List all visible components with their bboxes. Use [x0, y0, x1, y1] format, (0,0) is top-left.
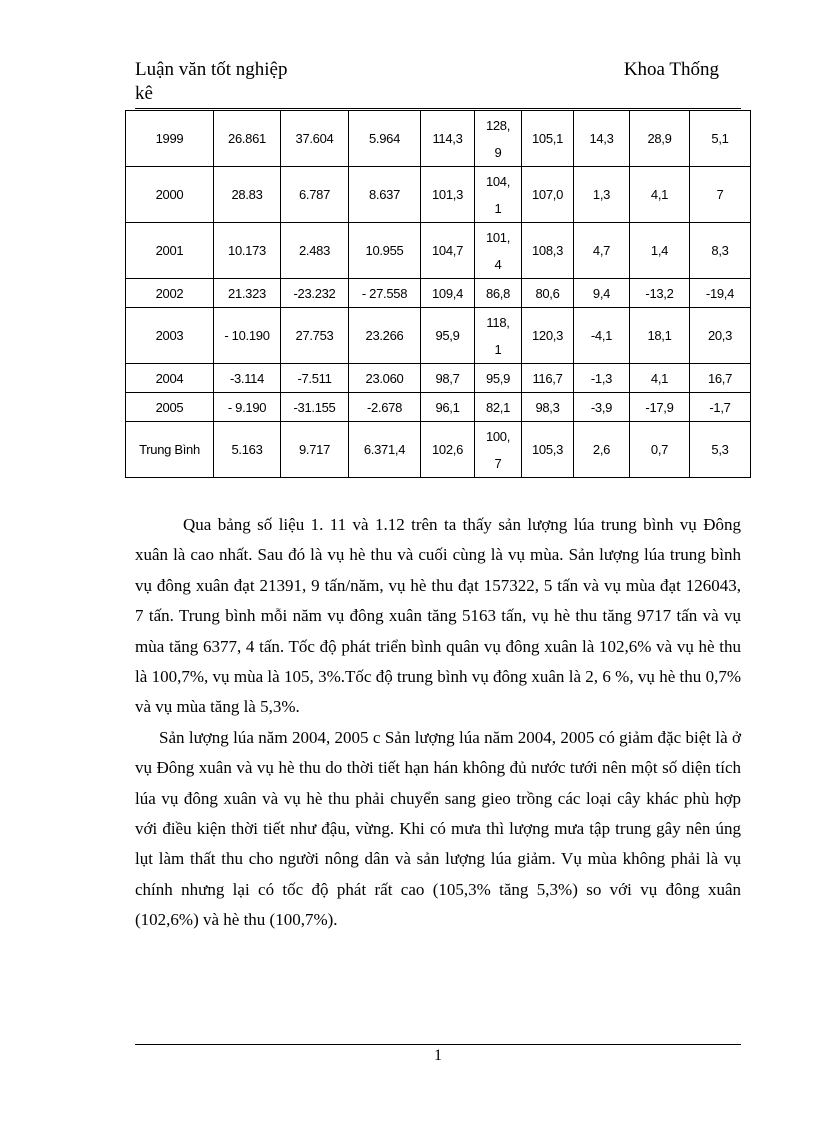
cell: -23.232: [281, 279, 349, 308]
table-row: [126, 422, 751, 478]
cell: 37.604: [281, 111, 349, 167]
cell: 98,3: [522, 393, 574, 422]
cell: 21.323: [214, 279, 281, 308]
cell: 104, 1: [475, 167, 522, 223]
cell: 2,6: [574, 422, 630, 478]
cell: -7.511: [281, 364, 349, 393]
cell: 4,1: [630, 364, 690, 393]
cell-year: 2005: [126, 393, 214, 422]
cell: 18,1: [630, 308, 690, 364]
cell: 82,1: [475, 393, 522, 422]
cell: 95,9: [475, 364, 522, 393]
cell: 105,3: [522, 422, 574, 478]
cell: 4,1: [630, 167, 690, 223]
header-title-line1: Luận văn tốt nghiệp: [135, 59, 288, 80]
cell-year: Trung Bình: [126, 422, 214, 478]
cell: 8.637: [349, 167, 421, 223]
cell: -13,2: [630, 279, 690, 308]
cell: 10.173: [214, 223, 281, 279]
cell: 109,4: [421, 279, 475, 308]
cell: 23.266: [349, 308, 421, 364]
cell-year: 2002: [126, 279, 214, 308]
cell: -1,3: [574, 364, 630, 393]
cell: 28,9: [630, 111, 690, 167]
cell: 102,6: [421, 422, 475, 478]
cell: 108,3: [522, 223, 574, 279]
cell: 1,3: [574, 167, 630, 223]
cell: 8,3: [690, 223, 751, 279]
cell: 116,7: [522, 364, 574, 393]
cell: -19,4: [690, 279, 751, 308]
page-header: [135, 58, 741, 109]
cell: 101, 4: [475, 223, 522, 279]
table-row: [126, 308, 751, 364]
cell: 4,7: [574, 223, 630, 279]
header-title-line2: kê: [135, 83, 153, 104]
table-row: [126, 167, 751, 223]
cell: 95,9: [421, 308, 475, 364]
cell: -1,7: [690, 393, 751, 422]
cell: 107,0: [522, 167, 574, 223]
paragraph: Sản lượng lúa năm 2004, 2005 c Sản lượng lúa năm 2004, 2005 có giảm đặc biệt là ở vụ Đông xuân và vụ hè thu do thời tiết hạn hán không đủ nước tưới nên một số diện tích lúa vụ đông xuân và vụ hè thu phải chuyển sang gieo trồng các loại cây khác phù hợp với điều kiện thời tiết như đậu, vừng. Khi có mưa thì lượng mưa tập trung gây nên úng lụt làm thất thu cho người nông dân và sản lượng lúa giảm. Vụ mùa không phải là vụ chính nhưng lại có tốc độ phát rất cao (105,3% tăng 5,3%) so với vụ đông xuân (102,6%) và hè thu (100,7%).: [135, 727, 741, 930]
table-row: [126, 279, 751, 308]
page-footer: [135, 1044, 741, 1065]
cell: 128, 9: [475, 111, 522, 167]
cell: -17,9: [630, 393, 690, 422]
cell-year: 1999: [126, 111, 214, 167]
cell-year: 2004: [126, 364, 214, 393]
cell: 20,3: [690, 308, 751, 364]
cell: 104,7: [421, 223, 475, 279]
cell: 6.787: [281, 167, 349, 223]
cell: 5,3: [690, 422, 751, 478]
cell: 16,7: [690, 364, 751, 393]
cell: 118, 1: [475, 308, 522, 364]
page-number: 1: [434, 1047, 442, 1064]
cell-year: 2000: [126, 167, 214, 223]
cell: -3,9: [574, 393, 630, 422]
cell: 105,1: [522, 111, 574, 167]
cell: 5,1: [690, 111, 751, 167]
cell: 28.83: [214, 167, 281, 223]
cell-year: 2001: [126, 223, 214, 279]
cell: 98,7: [421, 364, 475, 393]
cell-year: 2003: [126, 308, 214, 364]
cell: -2.678: [349, 393, 421, 422]
cell: 100, 7: [475, 422, 522, 478]
cell: 5.163: [214, 422, 281, 478]
cell: 9,4: [574, 279, 630, 308]
cell: 7: [690, 167, 751, 223]
cell: 86,8: [475, 279, 522, 308]
cell: 120,3: [522, 308, 574, 364]
cell: 26.861: [214, 111, 281, 167]
cell: 114,3: [421, 111, 475, 167]
table-row: [126, 393, 751, 422]
cell: 9.717: [281, 422, 349, 478]
cell: -4,1: [574, 308, 630, 364]
cell: 80,6: [522, 279, 574, 308]
table-row: [126, 111, 751, 167]
header-left: [135, 58, 335, 106]
data-table: [125, 110, 751, 478]
cell: 14,3: [574, 111, 630, 167]
cell: 23.060: [349, 364, 421, 393]
cell: - 27.558: [349, 279, 421, 308]
cell: -31.155: [281, 393, 349, 422]
cell: 6.371,4: [349, 422, 421, 478]
cell: - 10.190: [214, 308, 281, 364]
cell: 101,3: [421, 167, 475, 223]
cell: -3.114: [214, 364, 281, 393]
cell: 0,7: [630, 422, 690, 478]
cell: 96,1: [421, 393, 475, 422]
cell: - 9.190: [214, 393, 281, 422]
cell: 5.964: [349, 111, 421, 167]
table-row: [126, 364, 751, 393]
body-text: [135, 510, 741, 936]
cell: 27.753: [281, 308, 349, 364]
cell: 2.483: [281, 223, 349, 279]
cell: 10.955: [349, 223, 421, 279]
paragraph: Qua bảng số liệu 1. 11 và 1.12 trên ta thấy sản lượng lúa trung bình vụ Đông xuân là cao nhất. Sau đó là vụ hè thu và cuối cùng là vụ mùa. Sản lượng lúa trung bình vụ đông xuân đạt 21391, 9 tấn/năm, vụ hè thu đạt 157322, 5 tấn và vụ mùa đạt 126043, 7 tấn. Trung bình mỗi năm vụ đông xuân tăng 5163 tấn, vụ hè thu tăng 9717 tấn và vụ mùa tăng 6377, 4 tấn. Tốc độ phát triển bình quân vụ đông xuân là 102,6% và vụ hè thu là 100,7%, vụ mùa là 105, 3%.Tốc độ trung bình vụ đông xuân là 2, 6 %, vụ hè thu 0,7% và vụ mùa tăng là 5,3%.: [135, 515, 741, 717]
header-department: Khoa Thống: [623, 59, 719, 80]
cell: 1,4: [630, 223, 690, 279]
table-row: [126, 223, 751, 279]
